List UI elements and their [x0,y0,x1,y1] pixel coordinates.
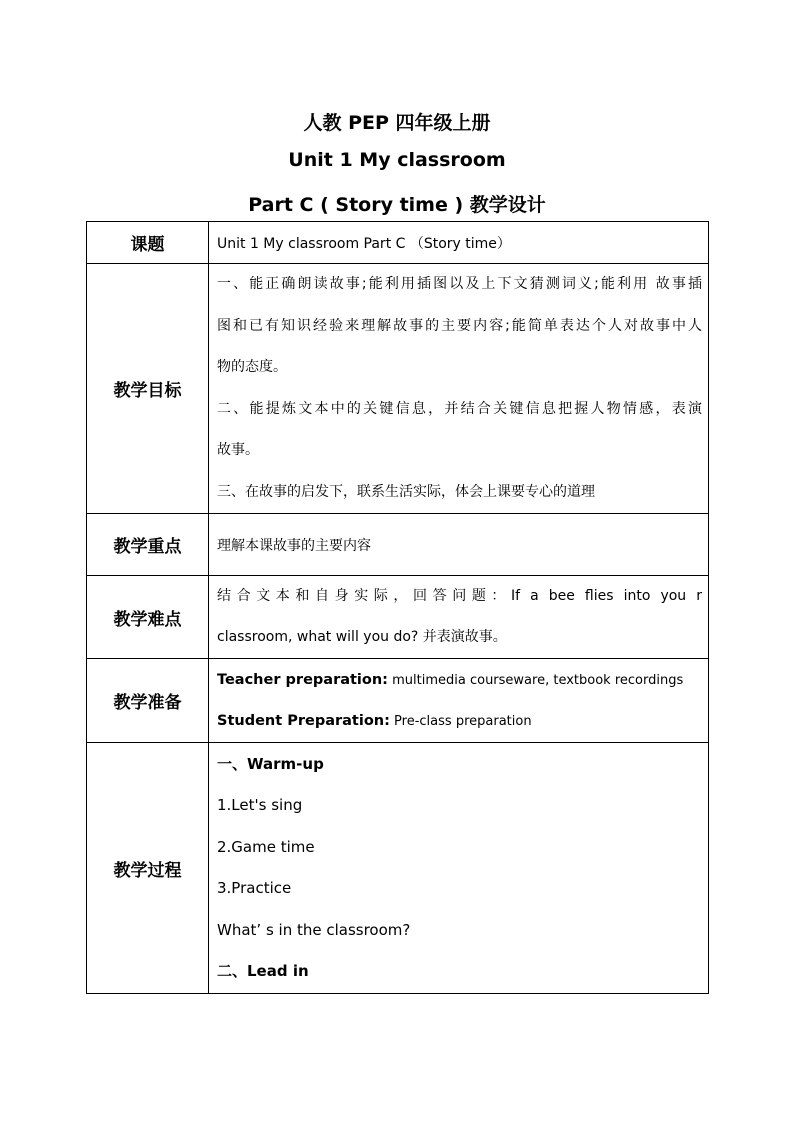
student-preparation-label: Student Preparation: [217,712,390,729]
difficulties-label: 教学难点 [87,576,209,659]
process-content [209,743,709,994]
table-row-difficulties [87,576,709,659]
key-points-label: 教学重点 [87,514,209,576]
objective-line: 图和已有知识经验来理解故事的主要内容;能简单表达个人对故事中人 [217,317,702,334]
objective-line: 三、在故事的启发下，联系生活实际，体会上课要专心的道理 [217,483,595,500]
objectives-label: 教学目标 [87,264,209,514]
process-step: What’ s in the classroom? [217,920,411,939]
teacher-preparation [217,660,702,701]
lesson-title: Part C ( Story time ) 教学设计 [248,194,546,216]
topic-value: Unit 1 My classroom Part C （Story time） [209,222,709,264]
objective-line: 二、能提炼文本中的关键信息，并结合关键信息把握人物情感，表演 [217,400,702,417]
objective-line: 故事。 [217,442,259,458]
process-step: 1.Let's sing [217,796,303,814]
table-row-process [87,743,709,994]
teacher-preparation-label: Teacher preparation: [217,671,388,688]
student-preparation-value: Pre-class preparation [389,713,532,729]
process-step: 2.Game time [217,837,315,856]
table-row-key-points [87,514,709,576]
difficulty-line: 结合文本和自身实际，回答问题：If a bee flies into you r [217,588,702,604]
lesson-plan-table [86,221,709,994]
objectives-content [209,264,709,514]
teacher-preparation-value: multimedia courseware, textbook recordings [387,672,684,688]
table-row-objectives [87,264,709,514]
difficulty-line: classroom, what will you do? 并表演故事。 [217,629,507,645]
preparation-label: 教学准备 [87,659,209,743]
difficulties-content [209,576,709,659]
topic-label: 课题 [87,222,209,264]
process-section-heading: 二、Lead in [217,962,309,980]
table-row-preparation [87,659,709,743]
process-label: 教学过程 [87,743,209,994]
objective-line: 物的态度。 [217,359,287,375]
table-row-topic [87,222,709,264]
process-section-heading: 一、Warm-up [217,754,324,773]
preparation-content [209,659,709,743]
objective-line: 一、能正确朗读故事;能利用插图以及上下文猜测词义;能利用 故事插 [217,276,702,292]
student-preparation [217,701,702,742]
unit-title: Unit 1 My classroom [288,149,506,171]
document-title: 人教 PEP 四年级上册 [303,112,491,134]
process-step: 3.Practice [217,879,292,897]
key-points-value: 理解本课故事的主要内容 [209,514,709,576]
